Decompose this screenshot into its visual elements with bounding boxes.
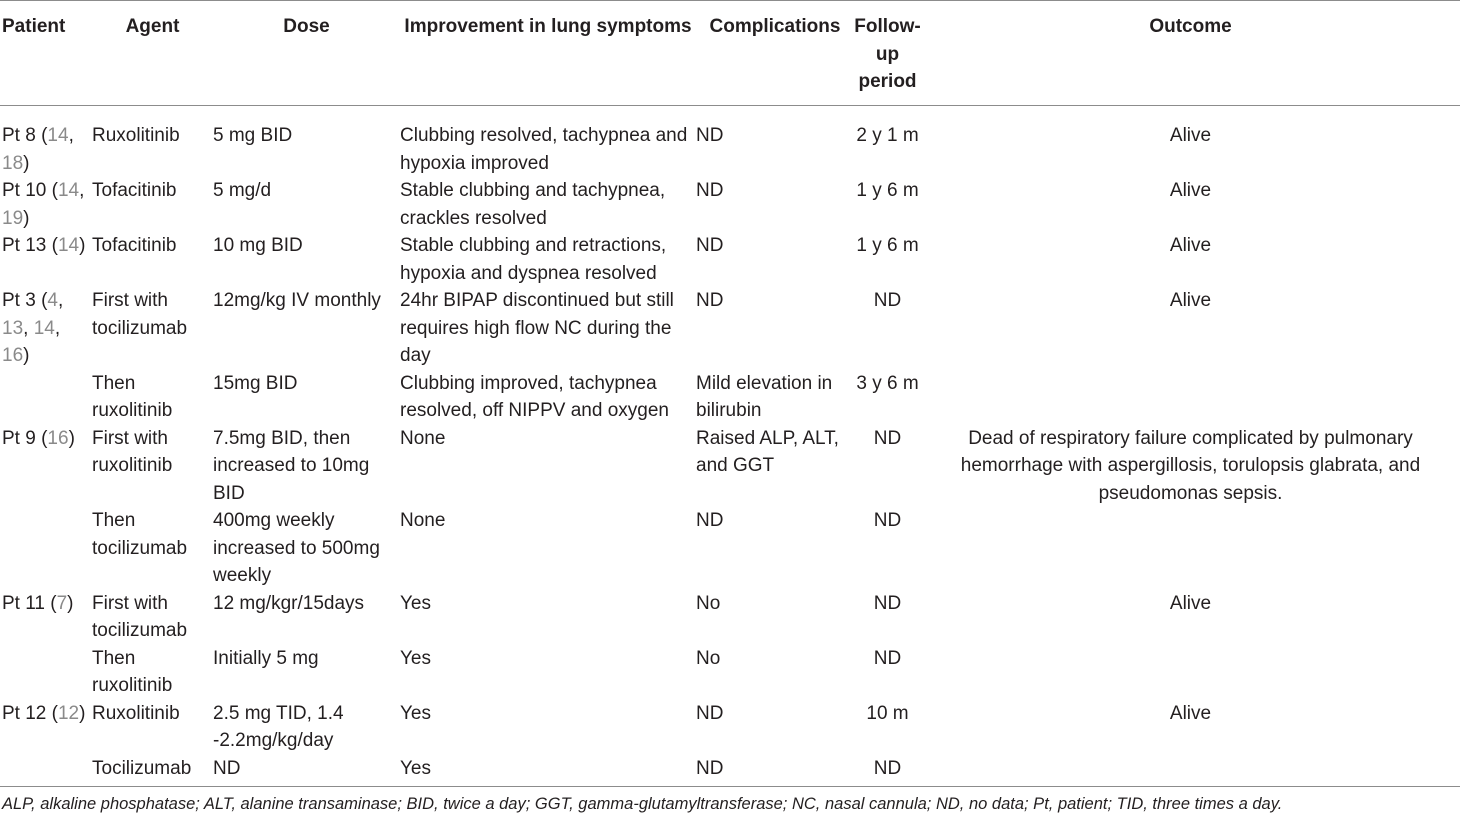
cell-patient: Pt 9 (16) — [2, 427, 75, 449]
cell-outcome: Alive — [1169, 125, 1212, 146]
cell-outcome: Dead of respiratory failure complicated by pulmonary hemorrhage with aspergillosis, torulopsis glabrata, and pseudomonas sepsis. — [960, 427, 1421, 504]
table-row — [0, 370, 1460, 425]
cell-patient: Pt 11 (7) — [2, 592, 74, 614]
cell-dose: 12mg/kg IV monthly — [213, 290, 381, 311]
cell-dose: 5 mg BID — [213, 125, 293, 146]
cell-patient — [0, 370, 92, 425]
cell-patient: Pt 8 (14, 18) — [2, 125, 74, 174]
cell-followup: ND — [873, 510, 902, 531]
cell-improvement: None — [400, 510, 446, 531]
cell-outcome: Alive — [1169, 290, 1212, 311]
header-dose: Dose — [283, 16, 330, 37]
cell-agent: Ruxolitinib — [92, 702, 180, 724]
cell-agent: First with ruxolitinib — [92, 427, 173, 476]
table-row — [0, 177, 1460, 232]
cell-agent: Then ruxolitinib — [92, 372, 173, 421]
patient-name: Pt 12 — [2, 702, 47, 724]
patient-name: Pt 10 — [2, 180, 47, 201]
reference-link[interactable]: 7 — [56, 592, 68, 614]
cell-complications: No — [696, 592, 721, 614]
cell-followup: ND — [873, 427, 902, 449]
reference-link[interactable]: 16 — [47, 427, 69, 449]
cell-outcome: Alive — [1169, 235, 1212, 256]
cell-agent: Tofacitinib — [92, 235, 177, 256]
patient-name: Pt 13 — [2, 235, 47, 256]
cell-improvement: Yes — [400, 592, 431, 614]
header-improvement: Improvement in lung symptoms — [404, 16, 692, 37]
cell-patient — [0, 507, 92, 590]
cell-improvement: Yes — [400, 702, 431, 724]
reference-link[interactable]: 13 — [2, 317, 24, 339]
cell-outcome: Alive — [1169, 702, 1212, 724]
table-row — [0, 425, 1460, 508]
cell-dose: 7.5mg BID, then increased to 10mg BID — [213, 427, 370, 504]
cell-outcome — [921, 370, 1460, 425]
cell-patient — [0, 645, 92, 700]
table-footnote: ALP, alkaline phosphatase; ALT, alanine transaminase; BID, twice a day; GGT, gamma-glutamyltransferase; NC, nasal cannula; ND, no data; Pt, patient; TID, three times a day. — [2, 795, 1283, 813]
cell-improvement: Clubbing resolved, tachypnea and hypoxia improved — [400, 125, 688, 174]
cell-outcome: Alive — [1169, 592, 1212, 614]
header-row — [0, 13, 1460, 118]
cell-complications: ND — [696, 702, 724, 724]
cell-agent: Tocilizumab — [92, 757, 192, 779]
table-row — [0, 645, 1460, 700]
reference-link[interactable]: 18 — [2, 152, 24, 174]
cell-patient: Pt 10 (14, 19) — [2, 180, 85, 229]
treatment-table — [0, 13, 1460, 782]
cell-followup: 1 y 6 m — [856, 180, 919, 201]
header-complications: Complications — [709, 16, 841, 37]
cell-complications: Mild elevation in bilirubin — [696, 372, 833, 421]
patient-name: Pt 8 — [2, 125, 36, 146]
cell-patient — [0, 755, 92, 783]
cell-improvement: Clubbing improved, tachypnea resolved, off NIPPV and oxygen — [400, 372, 669, 421]
cell-patient: Pt 3 (4, 13, 14, 16) — [2, 290, 64, 366]
cell-complications: ND — [696, 510, 724, 531]
cell-outcome — [921, 507, 1460, 590]
cell-agent: Ruxolitinib — [92, 125, 180, 146]
reference-link[interactable]: 14 — [57, 180, 80, 201]
table-row — [0, 755, 1460, 783]
cell-improvement: Stable clubbing and tachypnea, crackles resolved — [400, 180, 666, 229]
reference-link[interactable]: 19 — [2, 207, 24, 229]
cell-followup: ND — [873, 647, 902, 669]
top-rule — [0, 0, 1460, 1]
cell-complications: No — [696, 647, 721, 669]
table-row — [0, 700, 1460, 755]
table-row — [0, 590, 1460, 645]
cell-dose: 12 mg/kgr/15days — [213, 592, 365, 614]
table-row — [0, 507, 1460, 590]
cell-outcome — [921, 645, 1460, 700]
patient-name: Pt 11 — [2, 592, 45, 614]
cell-outcome — [921, 755, 1460, 783]
cell-complications: ND — [696, 125, 724, 146]
header-outcome: Outcome — [1149, 16, 1232, 37]
cell-patient: Pt 12 (12) — [2, 702, 86, 724]
cell-followup: ND — [873, 592, 902, 614]
cell-improvement: Yes — [400, 647, 431, 669]
cell-patient: Pt 13 (14) — [2, 235, 86, 256]
cell-agent: Then tocilizumab — [92, 510, 188, 559]
cell-dose: 15mg BID — [213, 372, 298, 394]
cell-improvement: Yes — [400, 757, 431, 779]
cell-followup: ND — [873, 757, 902, 779]
reference-link[interactable]: 12 — [57, 702, 80, 724]
header-agent: Agent — [125, 16, 180, 37]
cell-dose: 2.5 mg TID, 1.4 -2.2mg/kg/day — [213, 702, 344, 751]
reference-link[interactable]: 14 — [57, 235, 80, 256]
cell-followup: 2 y 1 m — [856, 125, 919, 146]
cell-complications: ND — [696, 235, 724, 256]
header-followup: Follow-up period — [854, 16, 921, 92]
cell-followup: 10 m — [866, 702, 909, 724]
cell-followup: ND — [873, 290, 902, 311]
cell-improvement: 24hr BIPAP discontinued but still requires high flow NC during the day — [400, 290, 674, 366]
table-body — [0, 118, 1460, 782]
cell-complications: ND — [696, 180, 724, 201]
cell-agent: Then ruxolitinib — [92, 647, 173, 696]
cell-dose: 5 mg/d — [213, 180, 272, 201]
cell-followup: 1 y 6 m — [856, 235, 919, 256]
cell-agent: First with tocilizumab — [92, 290, 188, 339]
reference-link[interactable]: 14 — [33, 317, 55, 339]
reference-link[interactable]: 14 — [47, 125, 69, 146]
patient-name: Pt 9 — [2, 427, 36, 449]
cell-dose: ND — [213, 757, 241, 779]
table-row — [0, 232, 1460, 287]
cell-dose: 400mg weekly increased to 500mg weekly — [213, 510, 380, 586]
cell-agent: Tofacitinib — [92, 180, 177, 201]
cell-complications: Raised ALP, ALT, and GGT — [696, 427, 839, 476]
table-row — [0, 287, 1460, 370]
cell-dose: 10 mg BID — [213, 235, 303, 256]
reference-link[interactable]: 16 — [2, 345, 24, 366]
cell-complications: ND — [696, 757, 724, 779]
reference-link[interactable]: 4 — [47, 290, 58, 311]
cell-complications: ND — [696, 290, 724, 311]
cell-followup: 3 y 6 m — [856, 372, 919, 394]
cell-improvement: Stable clubbing and retractions, hypoxia and dyspnea resolved — [400, 235, 667, 284]
header-patient: Patient — [2, 16, 66, 37]
cell-improvement: None — [400, 427, 446, 449]
cell-dose: Initially 5 mg — [213, 647, 319, 669]
cell-outcome: Alive — [1169, 180, 1212, 201]
bottom-rule — [0, 786, 1460, 787]
patient-name: Pt 3 — [2, 290, 36, 311]
table-row — [0, 118, 1460, 177]
cell-agent: First with tocilizumab — [92, 592, 188, 641]
